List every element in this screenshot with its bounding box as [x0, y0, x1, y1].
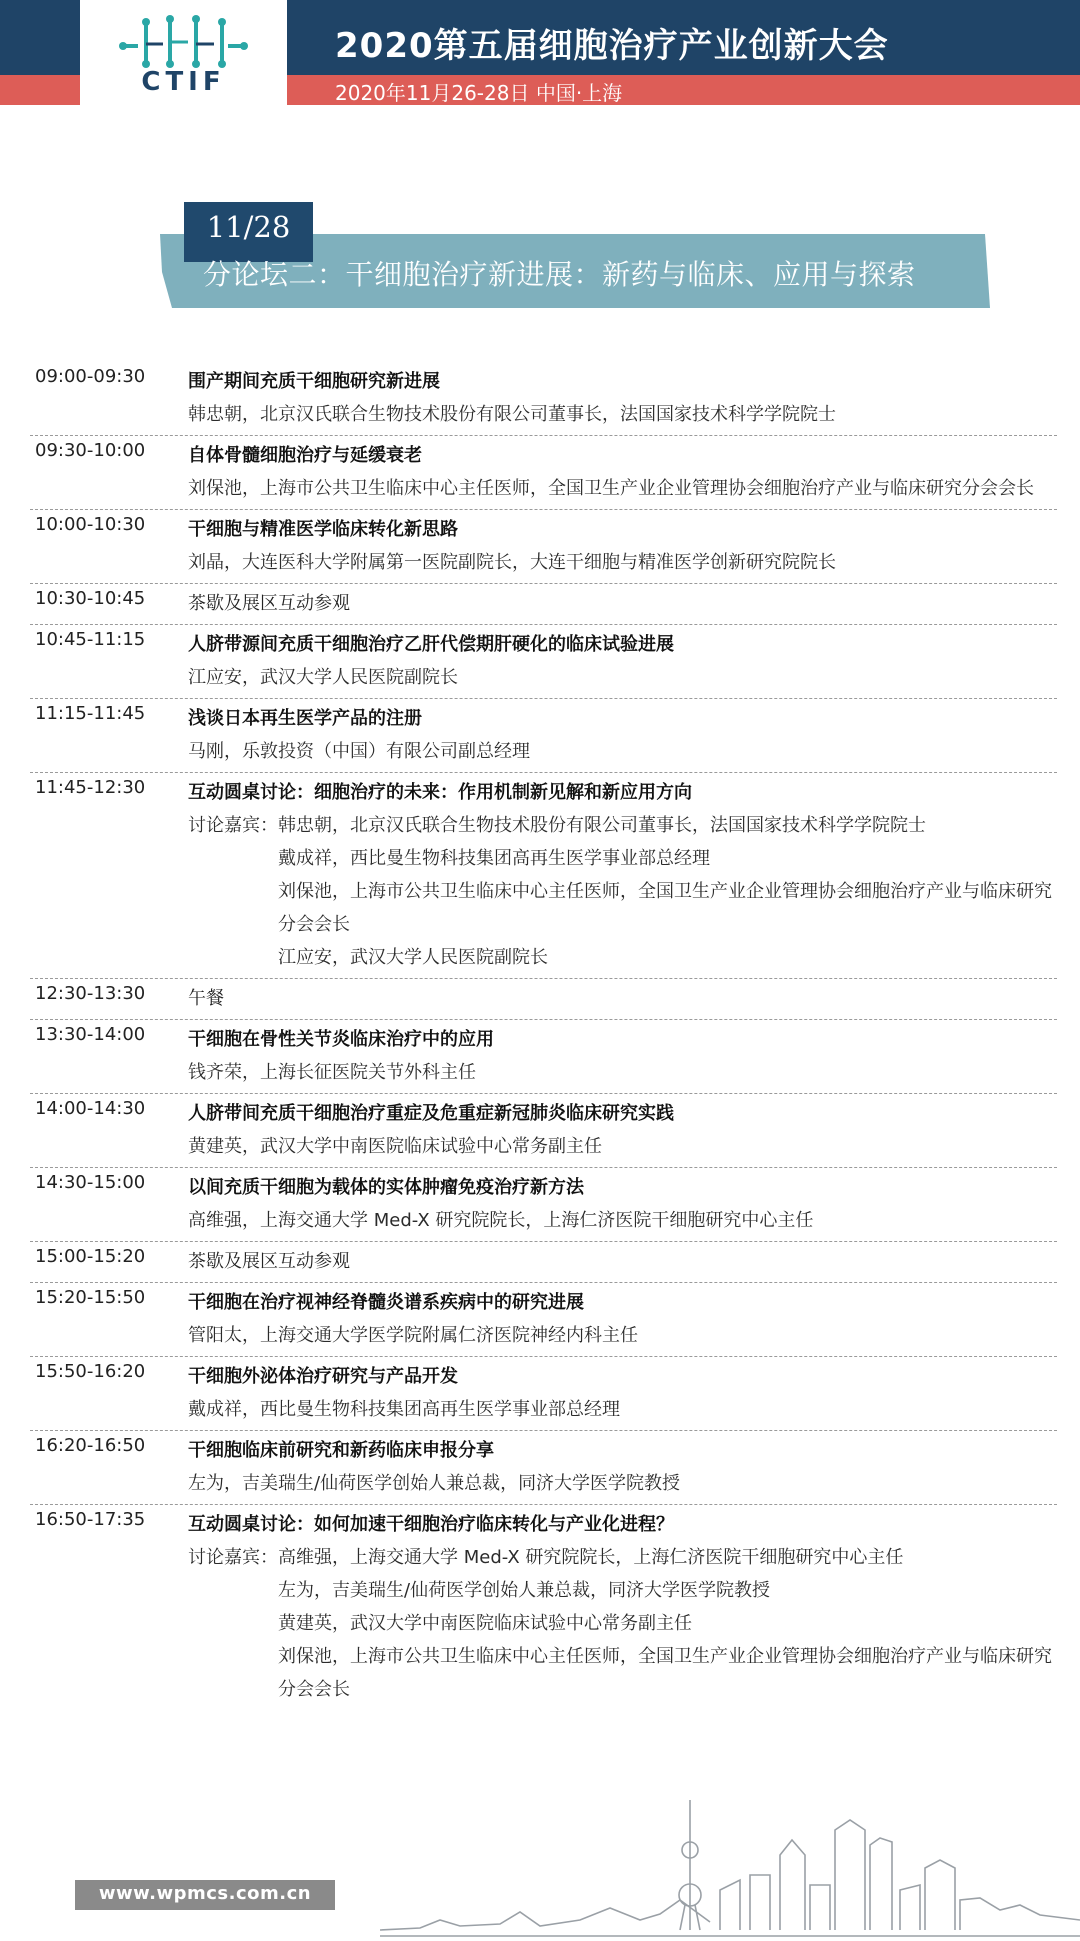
agenda-topic: 以间充质干细胞为载体的实体肿瘤免疫治疗新方法: [188, 1177, 584, 1198]
agenda-content: [188, 702, 1057, 768]
agenda-row: [30, 1020, 1057, 1094]
agenda-time: 15:50-16:20: [35, 1361, 146, 1382]
agenda-content: [188, 1286, 1057, 1352]
conference-date-location: 2020年11月26-28日 中国·上海: [335, 81, 623, 105]
agenda-content: [188, 1360, 1057, 1426]
agenda-topic: 干细胞外泌体治疗研究与产品开发: [188, 1366, 458, 1387]
agenda-row: [30, 584, 1057, 625]
logo-text: CTIF: [141, 67, 226, 97]
logo: [80, 0, 287, 108]
agenda-content: [188, 1508, 1057, 1706]
agenda-topic: 浅谈日本再生医学产品的注册: [188, 708, 422, 729]
panel-guest: 刘保池，上海市公共卫生临床中心主任医师，全国卫生产业企业管理协会细胞治疗产业与临床研究分会会长: [278, 1646, 1052, 1700]
session-title: 分论坛二：干细胞治疗新进展：新药与临床、应用与探索: [203, 258, 916, 291]
panel-guest: 江应安，武汉大学人民医院副院长: [278, 947, 548, 968]
agenda-time: 11:15-11:45: [35, 703, 146, 724]
agenda-time: 14:00-14:30: [35, 1098, 146, 1119]
agenda-speaker: 刘保池，上海市公共卫生临床中心主任医师，全国卫生产业企业管理协会细胞治疗产业与临床研究分会会长: [188, 478, 1034, 499]
agenda-time: 15:00-15:20: [35, 1246, 146, 1267]
agenda-topic: 人脐带间充质干细胞治疗重症及危重症新冠肺炎临床研究实践: [188, 1103, 674, 1124]
agenda-speaker: 刘晶，大连医科大学附属第一医院副院长，大连干细胞与精准医学创新研究院院长: [188, 552, 836, 573]
agenda-topic: 干细胞在骨性关节炎临床治疗中的应用: [188, 1029, 494, 1050]
agenda-row: [30, 1505, 1057, 1710]
agenda-topic: 自体骨髓细胞治疗与延缓衰老: [188, 445, 422, 466]
panel-guests: [188, 1541, 1057, 1706]
panel-guest: 左为，吉美瑞生/仙荷医学创始人兼总裁，同济大学医学院教授: [278, 1580, 771, 1601]
agenda-content: [188, 587, 1057, 620]
agenda-time: 09:30-10:00: [35, 440, 146, 461]
agenda-row: [30, 1283, 1057, 1357]
agenda-topic: 茶歇及展区互动参观: [188, 1251, 350, 1272]
agenda-speaker: 钱齐荣，上海长征医院关节外科主任: [188, 1062, 476, 1083]
agenda-topic: 围产期间充质干细胞研究新进展: [188, 371, 440, 392]
agenda-time: 14:30-15:00: [35, 1172, 146, 1193]
agenda-topic: 互动圆桌讨论：如何加速干细胞治疗临床转化与产业化进程？: [188, 1514, 674, 1535]
agenda-topic: 茶歇及展区互动参观: [188, 593, 350, 614]
panel-guest: 韩忠朝，北京汉氏联合生物技术股份有限公司董事长，法国国家技术科学学院院士: [278, 815, 926, 836]
agenda-speaker: 戴成祥，西比曼生物科技集团高再生医学事业部总经理: [188, 1399, 620, 1420]
agenda-content: [188, 1245, 1057, 1278]
agenda-content: [188, 628, 1057, 694]
agenda-table: [30, 362, 1057, 1710]
agenda-content: [188, 1434, 1057, 1500]
dna-logo-icon: [118, 14, 248, 69]
agenda-row: [30, 510, 1057, 584]
agenda-content: [188, 982, 1057, 1015]
agenda-row: [30, 362, 1057, 436]
agenda-topic: 互动圆桌讨论：细胞治疗的未来：作用机制新见解和新应用方向: [188, 782, 692, 803]
agenda-time: 09:00-09:30: [35, 366, 146, 387]
footer-url[interactable]: www.wpmcs.com.cn: [98, 1883, 312, 1904]
agenda-time: 12:30-13:30: [35, 983, 146, 1004]
agenda-content: [188, 365, 1057, 431]
agenda-row: [30, 1168, 1057, 1242]
agenda-speaker: 马刚，乐敦投资（中国）有限公司副总经理: [188, 741, 530, 762]
agenda-speaker: 高维强，上海交通大学 Med-X 研究院院长，上海仁济医院干细胞研究中心主任: [188, 1210, 814, 1231]
agenda-topic: 干细胞在治疗视神经脊髓炎谱系疾病中的研究进展: [188, 1292, 584, 1313]
agenda-speaker: 黄建英，武汉大学中南医院临床试验中心常务副主任: [188, 1136, 602, 1157]
agenda-time: 10:00-10:30: [35, 514, 146, 535]
agenda-content: [188, 1097, 1057, 1163]
panel-guest-list: [278, 1541, 1057, 1706]
panel-guest: 刘保池，上海市公共卫生临床中心主任医师，全国卫生产业企业管理协会细胞治疗产业与临床研究分会会长: [278, 881, 1052, 935]
agenda-content: [188, 513, 1057, 579]
panel-label: 讨论嘉宾：: [188, 1547, 278, 1568]
panel-guest-list: [278, 809, 1057, 974]
panel-label: 讨论嘉宾：: [188, 815, 278, 836]
agenda-time: 16:20-16:50: [35, 1435, 146, 1456]
agenda-row: [30, 1094, 1057, 1168]
session-date: 11/28: [206, 210, 291, 244]
agenda-speaker: 韩忠朝，北京汉氏联合生物技术股份有限公司董事长，法国国家技术科学学院院士: [188, 404, 836, 425]
agenda-row: [30, 625, 1057, 699]
city-skyline-icon: [380, 1780, 1080, 1941]
agenda-content: [188, 1171, 1057, 1237]
agenda-content: [188, 1023, 1057, 1089]
agenda-topic: 人脐带源间充质干细胞治疗乙肝代偿期肝硬化的临床试验进展: [188, 634, 674, 655]
agenda-row: [30, 773, 1057, 979]
agenda-topic: 干细胞与精准医学临床转化新思路: [188, 519, 458, 540]
agenda-speaker: 管阳太，上海交通大学医学院附属仁济医院神经内科主任: [188, 1325, 638, 1346]
panel-guest: 高维强，上海交通大学 Med-X 研究院院长，上海仁济医院干细胞研究中心主任: [278, 1547, 904, 1568]
agenda-time: 10:30-10:45: [35, 588, 146, 609]
agenda-row: [30, 979, 1057, 1020]
agenda-row: [30, 1431, 1057, 1505]
panel-guests: [188, 809, 1057, 974]
agenda-topic: 干细胞临床前研究和新药临床申报分享: [188, 1440, 494, 1461]
agenda-row: [30, 436, 1057, 510]
agenda-time: 16:50-17:35: [35, 1509, 146, 1530]
conference-title: 2020第五届细胞治疗产业创新大会: [335, 26, 889, 66]
agenda-content: [188, 439, 1057, 505]
agenda-topic: 午餐: [188, 988, 224, 1009]
agenda-speaker: 左为，吉美瑞生/仙荷医学创始人兼总裁，同济大学医学院教授: [188, 1473, 681, 1494]
agenda-time: 13:30-14:00: [35, 1024, 146, 1045]
agenda-time: 10:45-11:15: [35, 629, 146, 650]
agenda-row: [30, 699, 1057, 773]
panel-guest: 黄建英，武汉大学中南医院临床试验中心常务副主任: [278, 1613, 692, 1634]
agenda-row: [30, 1242, 1057, 1283]
agenda-time: 15:20-15:50: [35, 1287, 146, 1308]
agenda-content: [188, 776, 1057, 974]
panel-guest: 戴成祥，西比曼生物科技集团高再生医学事业部总经理: [278, 848, 710, 869]
agenda-time: 11:45-12:30: [35, 777, 146, 798]
agenda-row: [30, 1357, 1057, 1431]
agenda-speaker: 江应安，武汉大学人民医院副院长: [188, 667, 458, 688]
